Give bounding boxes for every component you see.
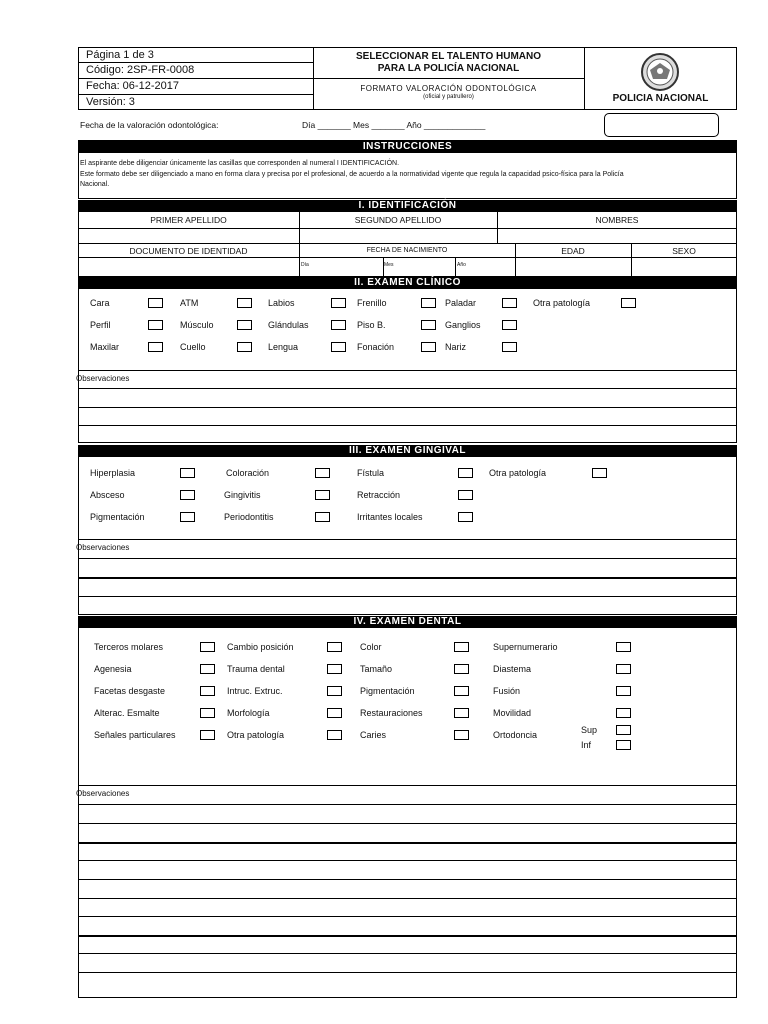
clinical-item: ATM — [180, 298, 199, 308]
dental-checkbox[interactable] — [454, 730, 469, 740]
gingival-checkbox[interactable] — [315, 490, 330, 500]
dental-item: Fusión — [493, 686, 521, 696]
dental-item: Terceros molares — [94, 642, 164, 652]
dental-checkbox[interactable] — [327, 708, 342, 718]
dental-checkbox[interactable] — [200, 708, 215, 718]
document-version: Versión: 3 — [86, 96, 135, 108]
clinical-exam-title: II. EXAMEN CLÍNICO — [78, 277, 737, 289]
dental-checkbox[interactable] — [454, 686, 469, 696]
document-label: DOCUMENTO DE IDENTIDAD — [129, 246, 248, 256]
dental-checkbox[interactable] — [454, 664, 469, 674]
clinical-checkbox[interactable] — [148, 320, 163, 330]
dental-checkbox[interactable] — [616, 642, 631, 652]
dental-checkbox[interactable] — [327, 642, 342, 652]
gingival-checkbox[interactable] — [180, 468, 195, 478]
age-label: EDAD — [561, 246, 585, 256]
age-field[interactable] — [516, 258, 630, 276]
clinical-checkbox[interactable] — [237, 320, 252, 330]
dental-checkbox[interactable] — [200, 686, 215, 696]
first-surname-label: PRIMER APELLIDO — [150, 215, 227, 225]
clinical-checkbox[interactable] — [237, 342, 252, 352]
clinical-checkbox[interactable] — [421, 342, 436, 352]
clinical-item: Lengua — [268, 342, 299, 352]
birth-year-label: Año — [457, 262, 466, 268]
gingival-item: Coloración — [226, 468, 270, 478]
clinical-checkbox[interactable] — [237, 298, 252, 308]
dental-item: Morfología — [227, 708, 270, 718]
valuation-result-box[interactable] — [604, 113, 719, 137]
gingival-exam-title: III. EXAMEN GINGIVAL — [78, 445, 737, 457]
clinical-checkbox[interactable] — [148, 298, 163, 308]
clinical-item: Fonación — [357, 342, 395, 352]
clinical-checkbox[interactable] — [331, 298, 346, 308]
instructions-line2: Este formato debe ser diligenciado a mano en forma clara y precisa por el profesional, de acuerdo a la normatividad vigente que regula la capacidad psico-física para la Policía — [80, 171, 624, 178]
clinical-item: Ganglios — [445, 320, 481, 330]
gingival-checkbox[interactable] — [180, 512, 195, 522]
gingival-observations-label: Observaciones — [76, 543, 130, 552]
page-number: Página 1 de 3 — [86, 49, 154, 61]
gingival-item: Irritantes locales — [357, 512, 423, 522]
organization-name: POLICIA NACIONAL — [612, 93, 709, 104]
names-label: NOMBRES — [595, 215, 639, 225]
gingival-checkbox[interactable] — [315, 512, 330, 522]
clinical-item: Maxilar — [90, 342, 120, 352]
instructions-line3: Nacional. — [80, 181, 110, 188]
dental-checkbox[interactable] — [616, 664, 631, 674]
clinical-item: Frenillo — [357, 298, 387, 308]
dental-item: Trauma dental — [227, 664, 285, 674]
clinical-checkbox[interactable] — [331, 320, 346, 330]
clinical-item: Perfil — [90, 320, 111, 330]
dental-item: Restauraciones — [360, 708, 423, 718]
clinical-checkbox[interactable] — [621, 298, 636, 308]
dental-item: Ortodoncia — [493, 730, 538, 740]
clinical-observations-field[interactable] — [79, 389, 736, 442]
birth-month-label: Mes — [384, 262, 394, 268]
dental-item: Señales particulares — [94, 730, 176, 740]
clinical-checkbox[interactable] — [502, 320, 517, 330]
gingival-checkbox[interactable] — [180, 490, 195, 500]
gingival-item: Retracción — [357, 490, 401, 500]
birth-date-label: FECHA DE NACIMIENTO — [366, 247, 448, 254]
identification-title: I. IDENTIFICACIÓN — [78, 200, 737, 212]
gingival-item: Fístula — [357, 468, 385, 478]
gingival-item: Hiperplasia — [90, 468, 136, 478]
gingival-checkbox[interactable] — [458, 468, 473, 478]
clinical-checkbox[interactable] — [502, 342, 517, 352]
dental-checkbox[interactable] — [327, 730, 342, 740]
dental-checkbox[interactable] — [200, 642, 215, 652]
clinical-item: Cara — [90, 298, 110, 308]
format-subtitle: (oficial y patrullero) — [423, 94, 474, 100]
clinical-observations-label: Observaciones — [76, 374, 130, 383]
dental-checkbox[interactable] — [454, 708, 469, 718]
clinical-item: Labios — [268, 298, 295, 308]
second-surname-label: SEGUNDO APELLIDO — [354, 215, 442, 225]
dental-checkbox[interactable] — [616, 686, 631, 696]
dental-checkbox[interactable] — [327, 664, 342, 674]
dental-observations-field[interactable] — [79, 805, 736, 997]
gingival-checkbox[interactable] — [315, 468, 330, 478]
clinical-item: Paladar — [445, 298, 477, 308]
clinical-item: Nariz — [445, 342, 467, 352]
gingival-item: Absceso — [90, 490, 125, 500]
dental-checkbox[interactable] — [200, 730, 215, 740]
dental-item: Agenesia — [94, 664, 132, 674]
gingival-item: Gingivitis — [224, 490, 261, 500]
gingival-checkbox[interactable] — [592, 468, 607, 478]
dental-item: Alterac. Esmalte — [94, 708, 160, 718]
instructions-title: INSTRUCCIONES — [78, 141, 737, 153]
clinical-checkbox[interactable] — [502, 298, 517, 308]
clinical-checkbox[interactable] — [331, 342, 346, 352]
dental-item: Caries — [360, 730, 387, 740]
valuation-date-fields[interactable]: Día _______ Mes _______ Año _____________ — [302, 120, 486, 130]
dental-item: Otra patología — [227, 730, 285, 740]
clinical-checkbox[interactable] — [148, 342, 163, 352]
dental-checkbox[interactable] — [200, 664, 215, 674]
dental-checkbox[interactable] — [616, 708, 631, 718]
dental-item: Intruc. Extruc. — [227, 686, 283, 696]
dental-checkbox[interactable] — [454, 642, 469, 652]
gingival-checkbox[interactable] — [458, 490, 473, 500]
gingival-checkbox[interactable] — [458, 512, 473, 522]
dental-checkbox[interactable] — [327, 686, 342, 696]
second-surname-field[interactable] — [300, 229, 496, 242]
gingival-item: Pigmentación — [90, 512, 145, 522]
dental-observations-label: Observaciones — [76, 789, 130, 798]
format-title: FORMATO VALORACIÓN ODONTOLÓGICA — [360, 84, 537, 93]
clinical-item: Glándulas — [268, 320, 309, 330]
sex-field[interactable] — [632, 258, 736, 276]
police-seal-logo — [636, 52, 684, 92]
orthodontics-inf-label: Inf — [581, 740, 592, 750]
clinical-item: Piso B. — [357, 320, 386, 330]
dental-item: Facetas desgaste — [94, 686, 166, 696]
dental-item: Movilidad — [493, 708, 532, 718]
clinical-checkbox[interactable] — [421, 298, 436, 308]
clinical-item: Músculo — [180, 320, 214, 330]
document-field[interactable] — [79, 258, 298, 276]
document-date: Fecha: 06-12-2017 — [86, 80, 179, 92]
header-title-line2: PARA LA POLICÍA NACIONAL — [377, 63, 520, 74]
header-title — [313, 51, 584, 75]
first-surname-field[interactable] — [79, 229, 298, 242]
clinical-checkbox[interactable] — [421, 320, 436, 330]
dental-item: Supernumerario — [493, 642, 558, 652]
dental-item: Cambio posición — [227, 642, 294, 652]
gingival-observations-field[interactable] — [79, 559, 736, 614]
gingival-item: Otra patología — [489, 468, 547, 478]
orthodontics-sup-label: Sup — [581, 725, 598, 735]
orthodontics-sup-checkbox[interactable] — [616, 725, 631, 735]
dental-item: Pigmentación — [360, 686, 415, 696]
clinical-item: Cuello — [180, 342, 206, 352]
dental-item: Diastema — [493, 664, 532, 674]
sex-label: SEXO — [672, 246, 696, 256]
names-field[interactable] — [498, 229, 736, 242]
document-code: Código: 2SP-FR-0008 — [86, 64, 195, 76]
dental-item: Tamaño — [360, 664, 393, 674]
dental-item: Color — [360, 642, 382, 652]
gingival-item: Periodontitis — [224, 512, 274, 522]
header-title-line1: SELECCIONAR EL TALENTO HUMANO — [355, 51, 541, 62]
birth-day-label: Día — [301, 262, 309, 268]
orthodontics-inf-checkbox[interactable] — [616, 740, 631, 750]
clinical-item: Otra patología — [533, 298, 591, 308]
dental-exam-title: IV. EXAMEN DENTAL — [78, 616, 737, 628]
instructions-line1: El aspirante debe diligenciar únicamente las casillas que corresponden al numeral I IDENTIFICACIÓN. — [80, 160, 400, 167]
valuation-date-label: Fecha de la valoración odontológica: — [80, 120, 219, 130]
